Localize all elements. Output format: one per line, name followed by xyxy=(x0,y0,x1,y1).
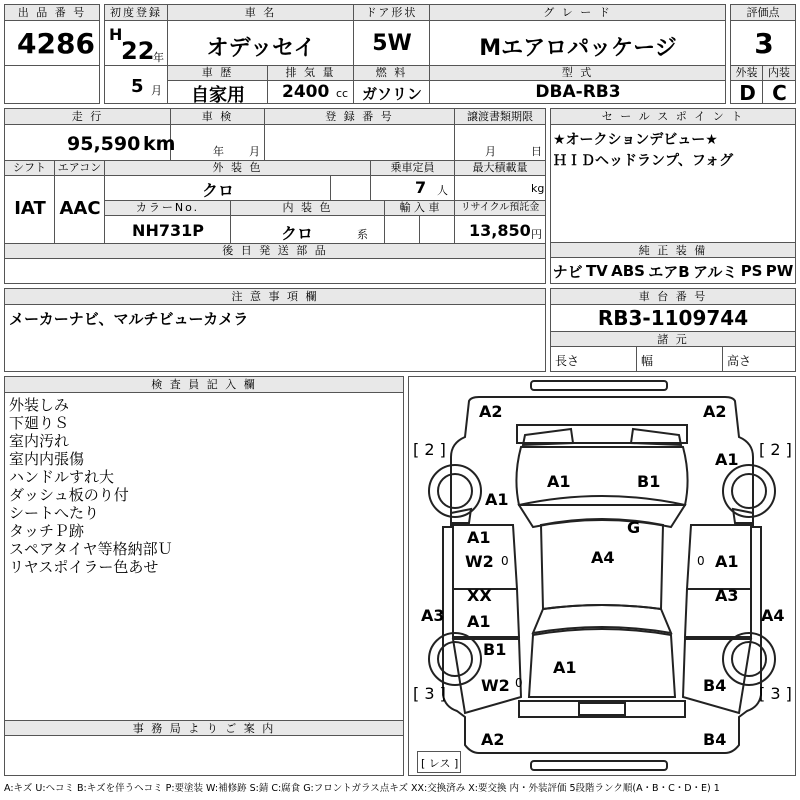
color-no-label: カラーNo. xyxy=(105,201,231,216)
mark-quarter-left-b: B1 xyxy=(483,640,507,659)
mark-door-rl-a: A1 xyxy=(467,612,491,631)
equipment-item: エアB xyxy=(648,262,690,281)
mark-bracket-front-right: [ 2 ] xyxy=(759,440,792,459)
later-parts-label: 後 日 発 送 部 品 xyxy=(5,244,545,259)
mark-door-fl-w: W2 xyxy=(465,552,494,571)
specs-label: 諸 元 xyxy=(551,331,795,347)
lot-number-cell xyxy=(4,21,100,66)
mark-side-right: A4 xyxy=(761,606,785,625)
wheel-front-right xyxy=(723,465,775,517)
exterior-label: 外装 xyxy=(730,66,763,81)
int-color-cell xyxy=(231,216,385,244)
interior-grade: C xyxy=(772,81,787,105)
transfer-day: 日 xyxy=(531,145,542,158)
mark-fender-left: A1 xyxy=(485,490,509,509)
door-label: ドア形状 xyxy=(354,4,430,21)
lot-blank xyxy=(4,66,100,104)
exterior-grade-cell xyxy=(730,81,763,104)
reg-no-label: 登 録 番 号 xyxy=(265,109,455,125)
mark-roof: A4 xyxy=(591,548,615,567)
inspection-cell xyxy=(171,125,265,161)
mark-door-rr: A3 xyxy=(715,586,739,605)
mark-rear-right: B4 xyxy=(703,730,727,749)
int-color-unit: 系 xyxy=(357,228,368,241)
mark-front-right: A2 xyxy=(703,402,727,421)
mark-quarter-right: B4 xyxy=(703,676,727,695)
interior-label: 内装 xyxy=(763,66,796,81)
mark-quarter-left-w: W2 xyxy=(481,676,510,695)
capacity-unit: 人 xyxy=(437,184,448,197)
shift-label: シフト xyxy=(5,161,55,176)
lot-label: 出 品 番 号 xyxy=(4,4,100,21)
mark-door-rl-xx: XX xyxy=(467,586,492,605)
history: 自家用 xyxy=(191,85,245,106)
chassis-number: RB3-1109744 xyxy=(597,306,749,330)
car-name-cell xyxy=(168,21,354,66)
import-cell-b xyxy=(420,216,455,244)
length-cell xyxy=(551,347,637,371)
windshield-outline xyxy=(519,496,685,527)
mark-rear-glass: A1 xyxy=(553,658,577,677)
rear-hatch-outline xyxy=(529,629,675,697)
ac-cell xyxy=(55,176,105,244)
equipment-list xyxy=(551,259,795,283)
mileage: 95,590 xyxy=(67,133,141,155)
rear-bumper-strip xyxy=(531,761,667,770)
color-cell xyxy=(105,176,331,201)
header-block xyxy=(4,4,796,104)
mark-rear-left: A2 xyxy=(481,730,505,749)
history-cell xyxy=(168,81,268,104)
displacement-label: 排 気 量 xyxy=(268,66,354,81)
month-number: 5 xyxy=(131,76,144,97)
wheel-front-left-inner xyxy=(438,474,472,508)
month-unit: 月 xyxy=(151,84,162,97)
exterior-grade: D xyxy=(739,81,756,105)
equipment-item: TV xyxy=(585,262,608,280)
fuel-label: 燃 料 xyxy=(354,66,430,81)
displacement-unit: cc xyxy=(336,87,349,100)
lot-number: 4286 xyxy=(17,27,95,60)
history-label: 車 歴 xyxy=(168,66,268,81)
int-color: クロ xyxy=(281,224,314,243)
equipment-item: アルミ xyxy=(692,262,738,281)
transfer-month: 月 xyxy=(485,145,496,158)
width-cell xyxy=(637,347,723,371)
spare-tire-box xyxy=(417,751,461,773)
recycle: 13,850 xyxy=(469,221,531,240)
color-label: 外 装 色 xyxy=(105,161,371,176)
wheel-front-right-inner xyxy=(732,474,766,508)
mark-door-fl-o: 0 xyxy=(501,554,509,568)
car-diagram xyxy=(409,377,795,775)
caution-label: 注 意 事 項 欄 xyxy=(5,289,545,305)
mark-door-fr-o: 0 xyxy=(697,554,705,568)
equipment-item: PW xyxy=(765,262,794,280)
model-cell xyxy=(430,81,726,104)
inspector-note: 外装しみ xyxy=(9,396,70,414)
transfer-cell xyxy=(455,125,545,161)
shift: IAT xyxy=(14,198,46,219)
model: DBA-RB3 xyxy=(535,82,621,102)
recycle-label: リサイクル預託金 xyxy=(455,201,545,216)
inspector-note: 室内内張傷 xyxy=(9,450,85,468)
mileage-label: 走 行 xyxy=(5,109,171,125)
score: 3 xyxy=(754,27,774,60)
mark-hood-left: A1 xyxy=(547,472,571,491)
inspector-note: ハンドルすれ大 xyxy=(9,468,115,486)
legend-text: A:キズ U:ヘコミ B:キズを伴うヘコミ P:要塗装 W:補修跡 S:錆 C:腐食 G:フロントガラス点キズ XX:交換済み X:要交換 内・外装評価 5段階ランク順(A・B・C・D・E) 1 xyxy=(4,783,720,794)
inspector-note: 下廻りＳ xyxy=(9,414,70,432)
inspector-note: スペアタイヤ等格納部Ｕ xyxy=(9,540,173,558)
height-label: 高さ xyxy=(727,354,752,368)
mark-quarter-left-o: 0 xyxy=(515,676,523,690)
front-bumper-strip xyxy=(531,381,667,390)
inspector-note: ダッシュ板のり付 xyxy=(9,486,129,504)
office-label: 事 務 局 よ り ご 案 内 xyxy=(5,720,403,736)
grade: Mエアロパッケージ xyxy=(479,36,677,61)
door-cell xyxy=(354,21,430,66)
mark-bracket-rear-left: [ 3 ] xyxy=(413,684,446,703)
import-label: 輸 入 車 xyxy=(385,201,455,216)
year-unit: 年 xyxy=(153,51,164,64)
license-plate xyxy=(579,703,625,715)
length-label: 長さ xyxy=(555,354,580,368)
interior-grade-cell xyxy=(763,81,796,104)
sales-label: セ ー ル ス ポ イ ン ト xyxy=(551,109,795,125)
wheel-front-left xyxy=(429,465,481,517)
mark-hood-right: B1 xyxy=(637,472,661,491)
front-grille xyxy=(517,425,687,443)
car-name-label: 車 名 xyxy=(168,4,354,21)
capacity: 7 xyxy=(415,178,427,197)
equipment-label: 純 正 装 備 xyxy=(551,242,795,258)
equipment-item: ABS xyxy=(611,262,645,280)
first-reg-month-cell xyxy=(104,66,168,104)
inspector-note: タッチＰ跡 xyxy=(9,522,85,540)
era: H xyxy=(109,25,123,44)
max-load-label: 最大積載量 xyxy=(455,161,545,176)
inspector-note: シートへたり xyxy=(9,504,100,522)
equipment-item: ナビ xyxy=(552,262,583,281)
sales-line-1: ★オークションデビュー★ xyxy=(553,132,718,148)
int-color-label: 内 装 色 xyxy=(231,201,385,216)
door-type: 5W xyxy=(372,31,412,56)
color-no: NH731P xyxy=(132,221,204,240)
color-extra-cell xyxy=(331,176,371,201)
color-no-cell xyxy=(105,216,231,244)
max-load-unit: kg xyxy=(531,182,545,195)
inspector-note: リヤスポイラー色あせ xyxy=(9,558,159,576)
inspector-notes xyxy=(9,396,173,576)
caution-block xyxy=(4,288,546,372)
grade-cell xyxy=(430,21,726,66)
mark-door-fr: A1 xyxy=(715,552,739,571)
sales-line-2: ＨＩＤヘッドランプ、フォグ xyxy=(553,153,734,169)
score-label: 評価点 xyxy=(730,4,796,21)
inspector-block xyxy=(4,376,404,776)
displacement: 2400 xyxy=(282,82,330,102)
recycle-cell xyxy=(455,216,545,244)
fuel: ガソリン xyxy=(361,85,422,103)
transfer-label: 譲渡書類期限 xyxy=(455,109,545,125)
height-cell xyxy=(723,347,795,371)
wheel-rear-left xyxy=(429,633,481,685)
grade-label: グ レ ー ド xyxy=(430,4,726,21)
sales-points-block xyxy=(550,108,796,284)
inspector-label: 検 査 員 記 入 欄 xyxy=(5,377,403,393)
inspection-year: 年 xyxy=(213,145,224,158)
mark-spare: [ レス ] xyxy=(421,757,459,770)
inspection-month: 月 xyxy=(249,145,260,158)
fuel-cell xyxy=(354,81,430,104)
damage-diagram-block xyxy=(408,376,796,776)
model-label: 型 式 xyxy=(430,66,726,81)
mark-bracket-front-left: [ 2 ] xyxy=(413,440,446,459)
capacity-label: 乗車定員 xyxy=(371,161,455,176)
recycle-unit: 円 xyxy=(531,228,542,241)
shift-cell xyxy=(5,176,55,244)
chassis-block xyxy=(550,288,796,372)
max-load-cell xyxy=(455,176,545,201)
mark-windshield: G xyxy=(627,518,641,537)
mark-door-fl-top: A1 xyxy=(467,528,491,547)
capacity-cell xyxy=(371,176,455,201)
equipment-item: PS xyxy=(740,262,763,280)
wheel-rear-right xyxy=(723,633,775,685)
width-label: 幅 xyxy=(641,354,654,368)
inspection-label: 車 検 xyxy=(171,109,265,125)
mark-front-left: A2 xyxy=(479,402,503,421)
inspector-note: 室内汚れ xyxy=(9,432,70,450)
displacement-cell xyxy=(268,81,354,104)
vehicle-info-block xyxy=(4,108,546,284)
ac-label: エアコン xyxy=(55,161,105,176)
first-reg-year-cell xyxy=(104,21,168,66)
reg-no-cell xyxy=(265,125,455,161)
mark-fender-right: A1 xyxy=(715,450,739,469)
import-cell-a xyxy=(385,216,420,244)
score-cell xyxy=(730,21,796,66)
caution-text: メーカーナビ、マルチビューカメラ xyxy=(9,310,249,328)
mark-bracket-rear-right: [ 3 ] xyxy=(759,684,792,703)
car-name: オデッセイ xyxy=(206,36,316,61)
mileage-unit: km xyxy=(143,133,176,155)
mark-side-left: A3 xyxy=(421,606,445,625)
mileage-cell xyxy=(5,125,176,161)
chassis-label: 車 台 番 号 xyxy=(551,289,795,305)
car-body-outline xyxy=(443,397,761,753)
color: クロ xyxy=(201,181,234,200)
ac: AAC xyxy=(59,198,101,219)
year-number: 22 xyxy=(121,37,155,65)
first-reg-label: 初度登録 xyxy=(104,4,168,21)
